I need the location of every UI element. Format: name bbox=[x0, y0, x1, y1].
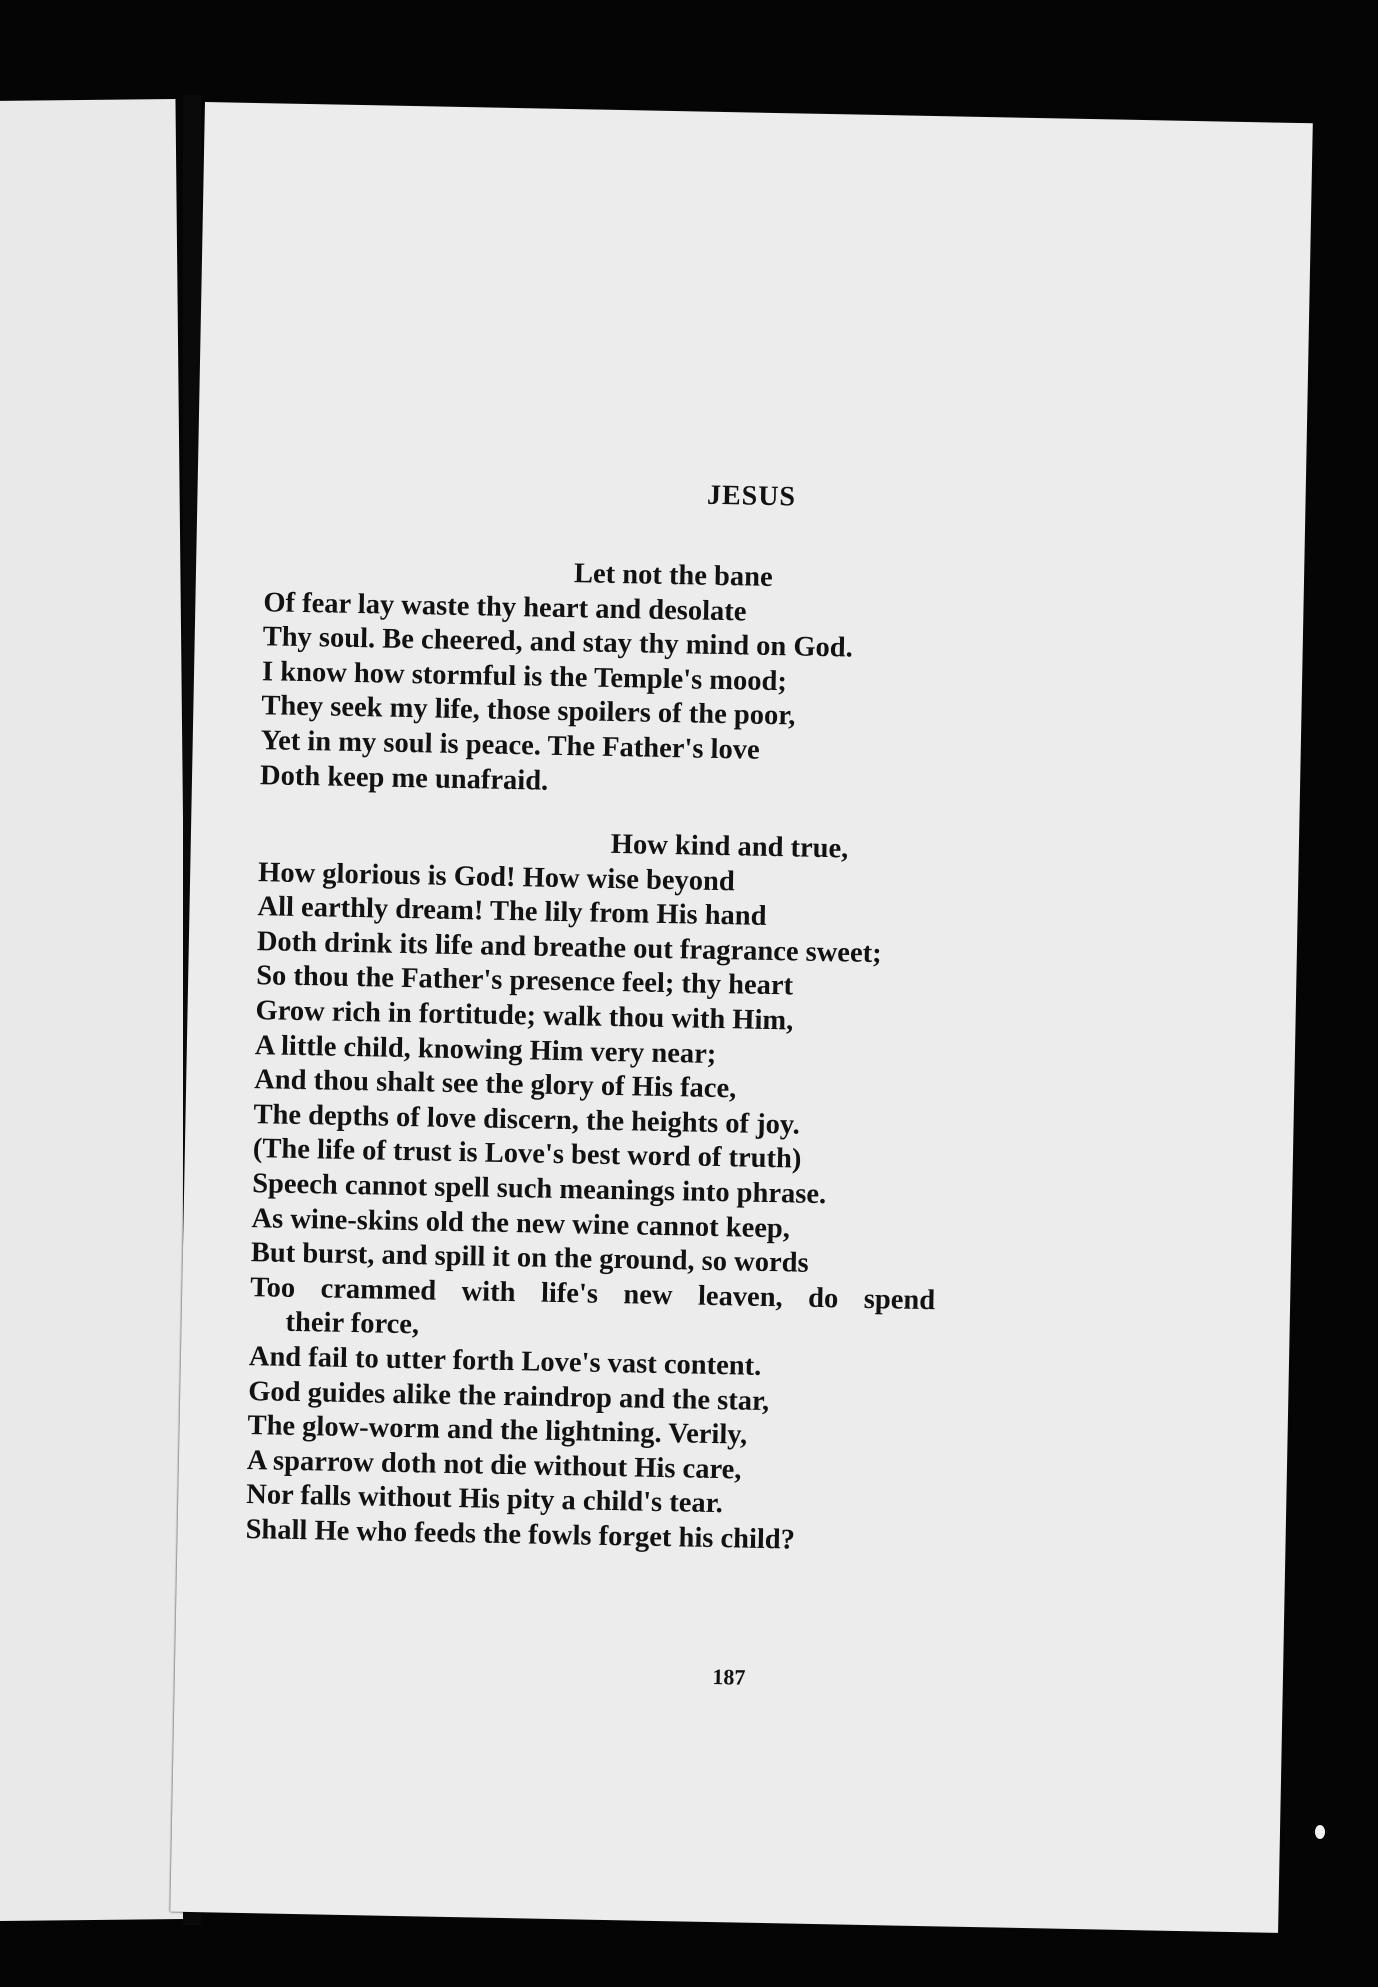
stanza-2 bbox=[245, 821, 1259, 1567]
page-number: 187 bbox=[712, 1664, 746, 1690]
poem-line: All earthly dream! The lily from His hand bbox=[257, 891, 767, 933]
poem-line: The depths of love discern, the heights of joy. bbox=[253, 1098, 801, 1141]
poem-line: God guides alike the raindrop and the star, bbox=[247, 1375, 770, 1417]
poem-line: Shall He who feeds the fowls forget his child? bbox=[245, 1513, 796, 1556]
poem-line: They seek my life, those spoilers of the poor, bbox=[261, 690, 796, 732]
poem-line-continuation: their force, bbox=[285, 1307, 420, 1341]
word: spend bbox=[863, 1283, 936, 1316]
poem-title: JESUS bbox=[706, 479, 797, 513]
poem-line: Doth drink its life and breathe out fragrance sweet; bbox=[256, 925, 882, 969]
poem-line: Nor falls without His pity a child's tear. bbox=[245, 1479, 724, 1520]
poem-line: Doth keep me unafraid. bbox=[259, 759, 549, 797]
word: leaven, bbox=[697, 1280, 784, 1314]
poem-line: As wine-skins old the new wine cannot keep, bbox=[251, 1202, 791, 1244]
poem-line: And thou shalt see the glory of His face, bbox=[253, 1064, 737, 1105]
poem-line: But burst, and spill it on the ground, so words bbox=[250, 1237, 809, 1279]
word: Too bbox=[249, 1271, 296, 1304]
poem-line: And fail to utter forth Love's vast content. bbox=[248, 1340, 762, 1382]
book-page bbox=[170, 102, 1313, 1933]
poem-line: Speech cannot spell such meanings into phrase. bbox=[251, 1168, 827, 1211]
word: life's bbox=[540, 1277, 599, 1310]
poem-line: I know how stormful is the Temple's mood; bbox=[261, 655, 788, 698]
word: with bbox=[461, 1275, 516, 1308]
word: new bbox=[623, 1278, 673, 1311]
poem-line: Grow rich in fortitude; walk thou with Him, bbox=[255, 995, 794, 1037]
poem-line: How glorious is God! How wise beyond bbox=[257, 856, 736, 897]
poem-line: Of fear lay waste thy heart and desolate bbox=[263, 586, 747, 628]
poem-line: A sparrow doth not die without His care, bbox=[246, 1444, 742, 1486]
poem-line: A little child, knowing Him very near; bbox=[254, 1029, 717, 1070]
poem-line: Yet in my soul is peace. The Father's love bbox=[260, 725, 760, 766]
poem-line: How kind and true, bbox=[610, 828, 849, 865]
paper-fleck bbox=[1315, 1825, 1325, 1839]
word: do bbox=[807, 1282, 839, 1315]
poem-line: The glow-worm and the lightning. Verily, bbox=[247, 1410, 748, 1451]
poem-line: (The life of trust is Love's best word of truth) bbox=[252, 1133, 802, 1175]
stanza-1 bbox=[260, 551, 1264, 812]
word: crammed bbox=[320, 1273, 437, 1307]
poem-line: So thou the Father's presence feel; thy heart bbox=[255, 960, 794, 1002]
poem-line: Let not the bane bbox=[573, 558, 773, 593]
facing-page bbox=[0, 99, 195, 1921]
poem-line: Thy soul. Be cheered, and stay thy mind on God. bbox=[262, 621, 854, 664]
